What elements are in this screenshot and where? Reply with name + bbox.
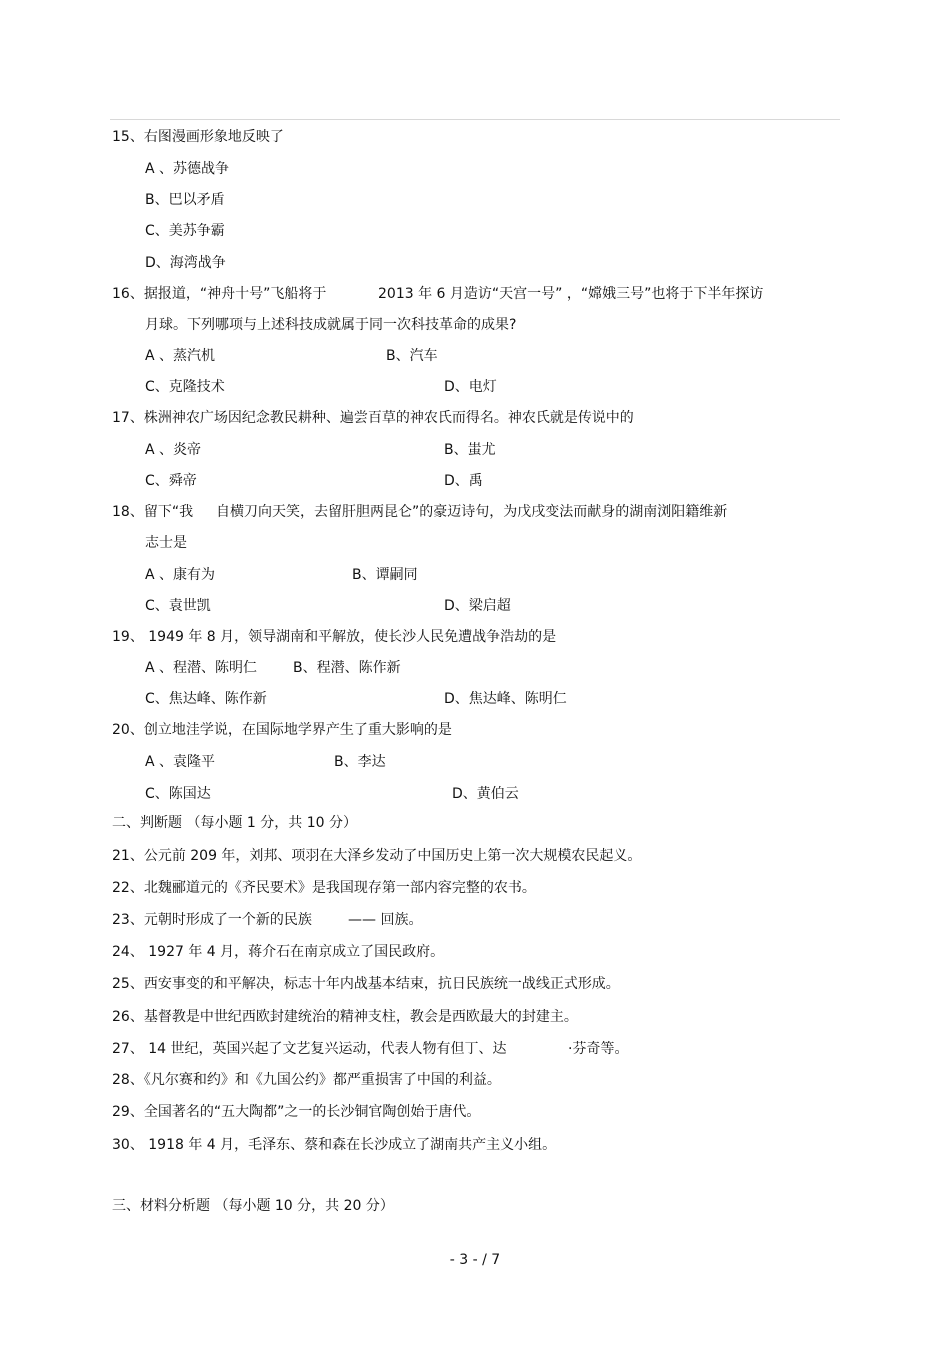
question-17-stem: 17、株洲神农广场因纪念教民耕种、遍尝百草的神农氏而得名。神农氏就是传说中的 [112,410,634,426]
question-15-option-d: D、海湾战争 [145,255,226,271]
question-24: 24、 1927 年 4 月，蒋介石在南京成立了国民政府。 [112,944,445,960]
question-29: 29、全国著名的“五大陶都”之一的长沙铜官陶创始于唐代。 [112,1104,481,1120]
question-19-option-d: D、焦达峰、陈明仁 [444,691,567,707]
question-27-part1: 27、 14 世纪，英国兴起了文艺复兴运动，代表人物有但丁、达 [112,1041,507,1057]
question-18-stem-part2: 自横刀向天笑，去留肝胆两昆仑”的豪迈诗句，为戊戌变法而献身的湖南浏阳籍维新 [216,504,728,520]
question-16-stem-line2: 月球。下列哪项与上述科技成就属于同一次科技革命的成果? [145,317,517,333]
question-15-option-c: C、美苏争霸 [145,223,225,239]
question-20-stem: 20、创立地洼学说，在国际地学界产生了重大影响的是 [112,722,452,738]
question-18-option-a: A 、康有为 [145,567,216,583]
question-25: 25、西安事变的和平解决，标志十年内战基本结束，抗日民族统一战线正式形成。 [112,976,620,992]
question-23-part2: —— 回族。 [348,912,423,928]
question-17-option-a: A 、炎帝 [145,442,202,458]
question-18-option-b: B、谭嗣同 [352,567,418,583]
question-17-option-c: C、舜帝 [145,473,197,489]
question-18-stem-line2: 志士是 [145,535,187,551]
question-20-option-c: C、陈国达 [145,786,211,802]
question-26: 26、基督教是中世纪西欧封建统治的精神支柱，教会是西欧最大的封建主。 [112,1009,578,1025]
question-16-stem-part2: 2013 年 6 月造访“天宫一号” ，“嫦娥三号”也将于下半年探访 [378,286,764,302]
header-rule [110,119,840,120]
question-20-option-b: B、李达 [334,754,386,770]
question-18-stem-part1: 18、留下“我 [112,504,194,520]
question-27-part2: ·芬奇等。 [568,1041,629,1057]
question-22: 22、北魏郦道元的《齐民要术》是我国现存第一部内容完整的农书。 [112,880,536,896]
question-20-option-d: D、黄伯云 [452,786,519,802]
question-16-option-a: A 、蒸汽机 [145,348,216,364]
question-17-option-d: D、禹 [444,473,483,489]
question-19-stem: 19、 1949 年 8 月，领导湖南和平解放，使长沙人民免遭战争浩劫的是 [112,629,557,645]
question-28: 28、《凡尔赛和约》和《九国公约》都严重损害了中国的利益。 [112,1072,501,1088]
question-23-part1: 23、元朝时形成了一个新的民族 [112,912,312,928]
question-20-option-a: A 、袁隆平 [145,754,216,770]
question-16-stem-part1: 16、据报道，“神舟十号”飞船将于 [112,286,327,302]
question-18-option-c: C、袁世凯 [145,598,211,614]
question-15-stem: 15、右图漫画形象地反映了 [112,129,284,145]
section-3-heading: 三、材料分析题 （每小题 10 分，共 20 分） [112,1198,394,1214]
question-17-option-b: B、蚩尤 [444,442,496,458]
question-16-option-d: D、电灯 [444,379,497,395]
question-19-option-c: C、焦达峰、陈作新 [145,691,267,707]
question-19-option-b: B、程潜、陈作新 [293,660,401,676]
question-21: 21、公元前 209 年，刘邦、项羽在大泽乡发动了中国历史上第一次大规模农民起义。 [112,848,642,864]
question-16-option-c: C、克隆技术 [145,379,225,395]
page-number: - 3 - / 7 [449,1252,501,1268]
question-15-option-b: B、巴以矛盾 [145,192,225,208]
question-18-option-d: D、梁启超 [444,598,511,614]
question-30: 30、 1918 年 4 月，毛泽东、蔡和森在长沙成立了湖南共产主义小组。 [112,1137,557,1153]
question-15-option-a: A 、苏德战争 [145,161,230,177]
section-2-heading: 二、判断题 （每小题 1 分，共 10 分） [112,815,357,831]
question-19-option-a: A 、程潜、陈明仁 [145,660,258,676]
question-16-option-b: B、汽车 [386,348,438,364]
